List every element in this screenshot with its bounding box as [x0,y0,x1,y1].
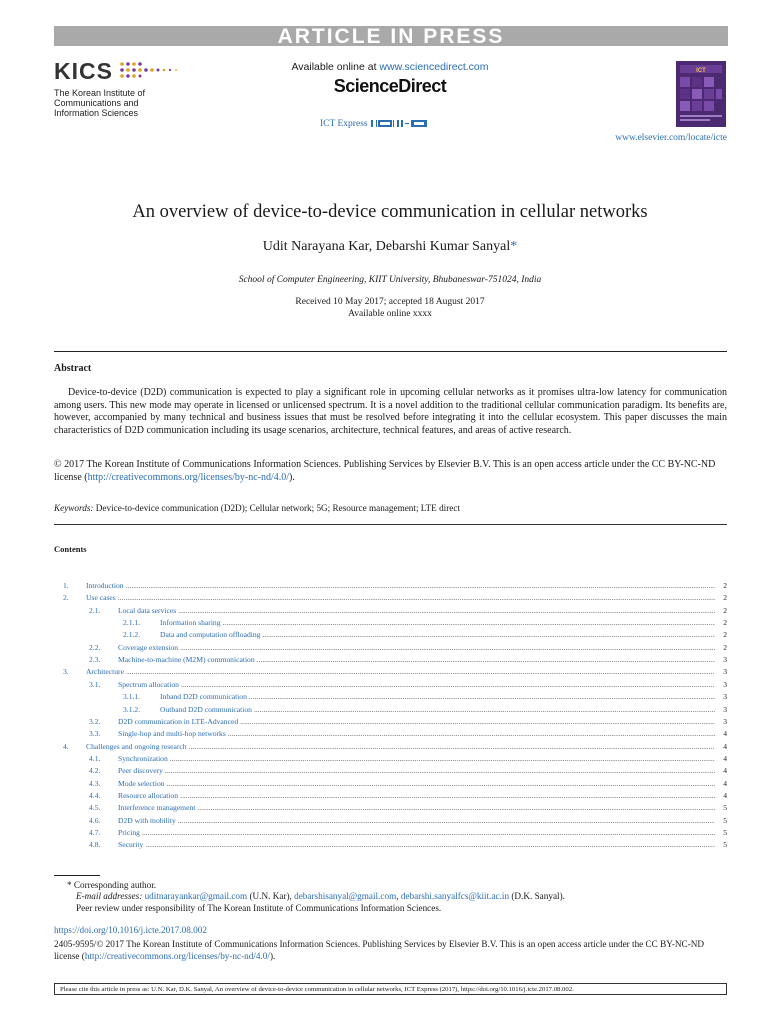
toc-row[interactable] [123,629,727,641]
author-affiliation: School of Computer Engineering, KIIT University, Bhubaneswar-751024, India [238,275,542,285]
toc-page-number: 3 [723,655,727,664]
toc-page-number: 5 [723,816,727,825]
toc-number: 4.2. [89,766,101,775]
toc-leader-dots [181,679,715,691]
toc-number: 3.3. [89,729,101,738]
toc-leader-dots [126,666,715,678]
toc-page-number: 3 [723,717,727,726]
article-in-press-banner: ARTICLE IN PRESS [54,26,728,46]
abstract-copyright-text: © 2017 The Korean Institute of Communications Information Sciences. Publishing Services by Elsevier B.V. This is an open access article under the CC BY-NC-ND license ( [54,459,716,483]
toc-number: 4.1. [89,754,101,763]
bottom-copyright-end: ). [269,951,276,961]
toc-link[interactable]: Local data services [118,606,177,615]
toc-page-number: 2 [723,606,727,615]
journal-cover-art-icon [676,61,726,127]
toc-leader-dots [180,790,715,802]
toc-leader-dots [228,728,715,740]
footnote-peer-review: Peer review under responsibility of The Korean Institute of Communications Information Sciences. [76,903,442,913]
toc-link[interactable]: Outband D2D communication [160,705,252,714]
keywords-text: Device-to-device communication (D2D); Cellular network; 5G; Resource management; LTE direct [95,503,460,513]
footnote-corresponding-author: * Corresponding author. [67,880,157,890]
kics-logo-subtitle [54,88,145,118]
toc-page-number: 2 [723,643,727,652]
article-title: An overview of device-to-device communication in cellular networks [132,202,648,222]
toc-leader-dots [257,654,715,666]
toc-number: 4.5. [89,803,101,812]
toc-leader-dots [126,580,715,592]
available-online-label: Available online at [291,61,380,73]
divider [54,351,727,352]
citation-text: Please cite this article in press as: U.N. Kar, D.K. Sanyal, An overview of device-to-device communication in cellular networks, ICT Express (2017), https://doi.org/10.1016/j.icte.2017.08.002. [60,986,574,993]
toc-page-number: 3 [723,692,727,701]
kics-logo-word: KICS [54,58,113,84]
toc-page-number: 3 [723,667,727,676]
toc-link[interactable]: Resource allocation [118,791,179,800]
toc-number: 4.8. [89,840,101,849]
toc-page-number: 5 [723,803,727,812]
available-online-date: Available online xxxx [348,309,432,319]
toc-link[interactable]: Machine-to-machine (M2M) communication [118,655,255,664]
abstract-heading: Abstract [54,363,92,374]
received-dates: Received 10 May 2017; accepted 18 August 2017 [295,297,485,307]
toc-row[interactable] [63,741,727,753]
toc-number: 2.1.1. [123,618,141,627]
toc-page-number: 4 [723,729,727,738]
toc-page-number: 4 [723,791,727,800]
toc-number: 3.1. [89,680,101,689]
toc-link[interactable]: Synchronization [118,754,168,763]
toc-page-number: 2 [723,593,727,602]
toc-link[interactable]: Inband D2D communication [160,692,247,701]
abstract-body [54,387,727,437]
toc-page-number: 4 [723,779,727,788]
toc-leader-dots [240,716,715,728]
divider [54,524,727,525]
toc-row[interactable] [89,679,727,691]
email-owner-sanyal: (D.K. Sanyal). [509,891,565,901]
journal-barcode-icon [370,119,428,128]
email-separator: , [396,891,401,901]
toc-number: 2.1. [89,606,101,615]
toc-row[interactable] [89,815,727,827]
toc-row[interactable] [63,666,727,678]
toc-row[interactable] [89,654,727,666]
toc-page-number: 3 [723,680,727,689]
toc-number: 4.3. [89,779,101,788]
footnote-emails [76,891,565,901]
doi-link[interactable]: https://doi.org/10.1016/j.icte.2017.08.002 [54,925,207,935]
toc-number: 2.2. [89,643,101,652]
toc-row[interactable] [63,592,727,604]
toc-link[interactable]: Architecture [86,667,124,676]
toc-link[interactable]: Coverage extension [118,643,179,652]
keywords-label: Keywords: [54,503,94,513]
journal-cover-image [676,61,726,127]
toc-link[interactable]: Data and computation offloading [160,630,261,639]
kics-subtitle-line: Information Sciences [54,108,139,118]
toc-number: 3.1.2. [123,705,141,714]
journal-name-line [320,119,428,129]
toc-row[interactable] [89,728,727,740]
sciencedirect-logo: ScienceDirect [333,76,447,96]
toc-leader-dots [167,778,715,790]
toc-row[interactable] [123,704,727,716]
toc-leader-dots [178,605,715,617]
toc-link[interactable]: Interference management [118,803,196,812]
toc-leader-dots [180,642,715,654]
toc-page-number: 2 [723,581,727,590]
toc-row[interactable] [123,617,727,629]
toc-row[interactable] [89,827,727,839]
abstract-copyright [54,459,727,484]
toc-leader-dots [254,704,715,716]
keywords-line [54,503,727,513]
toc-leader-dots [118,592,715,604]
toc-link[interactable]: D2D with mobility [118,816,176,825]
license-link[interactable]: http://creativecommons.org/licenses/by-nc-nd/4.0/ [87,471,290,483]
email-link-kar[interactable]: uditnarayankar@gmail.com [144,891,248,901]
toc-link[interactable]: Peer discovery [118,766,163,775]
kics-logo-dots-icon [119,61,181,81]
toc-page-number: 2 [723,630,727,639]
toc-row[interactable] [89,642,727,654]
toc-leader-dots [170,753,715,765]
toc-leader-dots [223,617,715,629]
toc-link[interactable]: Mode selection [118,779,165,788]
toc-row[interactable] [89,790,727,802]
toc-number: 2.3. [89,655,101,664]
toc-number: 1. [63,581,69,590]
table-of-contents [0,580,768,855]
toc-number: 4. [63,742,69,751]
toc-link[interactable]: Single-hop and multi-hop networks [118,729,226,738]
toc-number: 2.1.2. [123,630,141,639]
email-link-sanyal[interactable]: debarshisanyal@gmail.com [294,891,397,901]
corresponding-author-mark[interactable]: * [510,239,518,254]
toc-page-number: 3 [723,705,727,714]
toc-leader-dots [178,815,715,827]
toc-link[interactable]: Information sharing [160,618,221,627]
toc-row[interactable] [63,580,727,592]
toc-link[interactable]: Spectrum allocation [118,680,179,689]
article-authors [40,239,740,255]
toc-link[interactable]: D2D communication in LTE-Advanced [118,717,239,726]
toc-link[interactable]: Security [118,840,144,849]
toc-link[interactable]: Introduction [86,581,124,590]
toc-row[interactable] [89,765,727,777]
toc-number: 4.4. [89,791,101,800]
toc-page-number: 2 [723,618,727,627]
authors-names: Udit Narayana Kar, Debarshi Kumar Sanyal [262,239,511,254]
email-owner-kar: (U.N. Kar), [247,891,295,901]
toc-page-number: 4 [723,742,727,751]
citation-box [54,983,727,995]
toc-leader-dots [249,691,715,703]
toc-row[interactable] [89,802,727,814]
toc-link[interactable]: Pricing [118,828,140,837]
toc-page-number: 4 [723,766,727,775]
toc-number: 4.7. [89,828,101,837]
journal-name: ICT Express [320,119,368,129]
toc-number: 3.2. [89,717,101,726]
footnote-divider [54,875,100,876]
toc-number: 3. [63,667,69,676]
toc-leader-dots [197,802,715,814]
kics-subtitle-line: Communications and [54,98,139,108]
toc-row[interactable] [89,753,727,765]
toc-leader-dots [165,765,715,777]
toc-leader-dots [145,839,715,851]
toc-page-number: 5 [723,828,727,837]
toc-link[interactable]: Challenges and ongoing research [86,742,187,751]
toc-number: 4.6. [89,816,101,825]
svg-text:ICT: ICT [696,68,706,74]
toc-row[interactable] [89,778,727,790]
toc-leader-dots [262,629,715,641]
elsevier-journal-link[interactable]: www.elsevier.com/locate/icte [615,133,727,143]
toc-row[interactable] [89,716,727,728]
toc-page-number: 4 [723,754,727,763]
toc-leader-dots [142,827,715,839]
toc-leader-dots [189,741,715,753]
abstract-text: Device-to-device (D2D) communication is expected to play a significant role in upcoming cellular networks as it promises ultra-low latency for communication among users. This new mode may operate in licensed or unlicensed spectrum. It is a novel addition to the traditional cellular communication paradigm. Its benefits are, however, accompanied by many technical and business issues that must be resolved before integrating it into the cellular ecosystem. This paper discusses the main characteristics of D2D communication including its usage scenarios, architecture, technical features, and areas of active research. [54,387,727,436]
abstract-copyright-end: ). [289,471,295,483]
available-online-line [270,61,510,73]
toc-page-number: 5 [723,840,727,849]
email-label: E-mail addresses: [76,891,143,901]
toc-row[interactable] [89,839,727,851]
bottom-copyright-text: 2405-9595/© 2017 The Korean Institute of Communications Information Sciences. Publishing Services by Elsevier B.V. This is an open access article under the CC BY-NC-ND license ( [54,939,704,961]
bottom-license-link[interactable]: http://creativecommons.org/licenses/by-nc-nd/4.0/ [84,951,270,961]
kics-subtitle-line: The Korean Institute of [54,88,146,98]
sciencedirect-link[interactable]: www.sciencedirect.com [379,61,489,73]
bottom-copyright [54,938,727,962]
email-link-sanyal-kiit[interactable]: debarshi.sanyalfcs@kiit.ac.in [400,891,510,901]
toc-row[interactable] [89,605,727,617]
contents-heading: Contents [54,544,87,554]
toc-number: 3.1.1. [123,692,141,701]
toc-row[interactable] [123,691,727,703]
toc-number: 2. [63,593,69,602]
toc-link[interactable]: Use cases [86,593,116,602]
